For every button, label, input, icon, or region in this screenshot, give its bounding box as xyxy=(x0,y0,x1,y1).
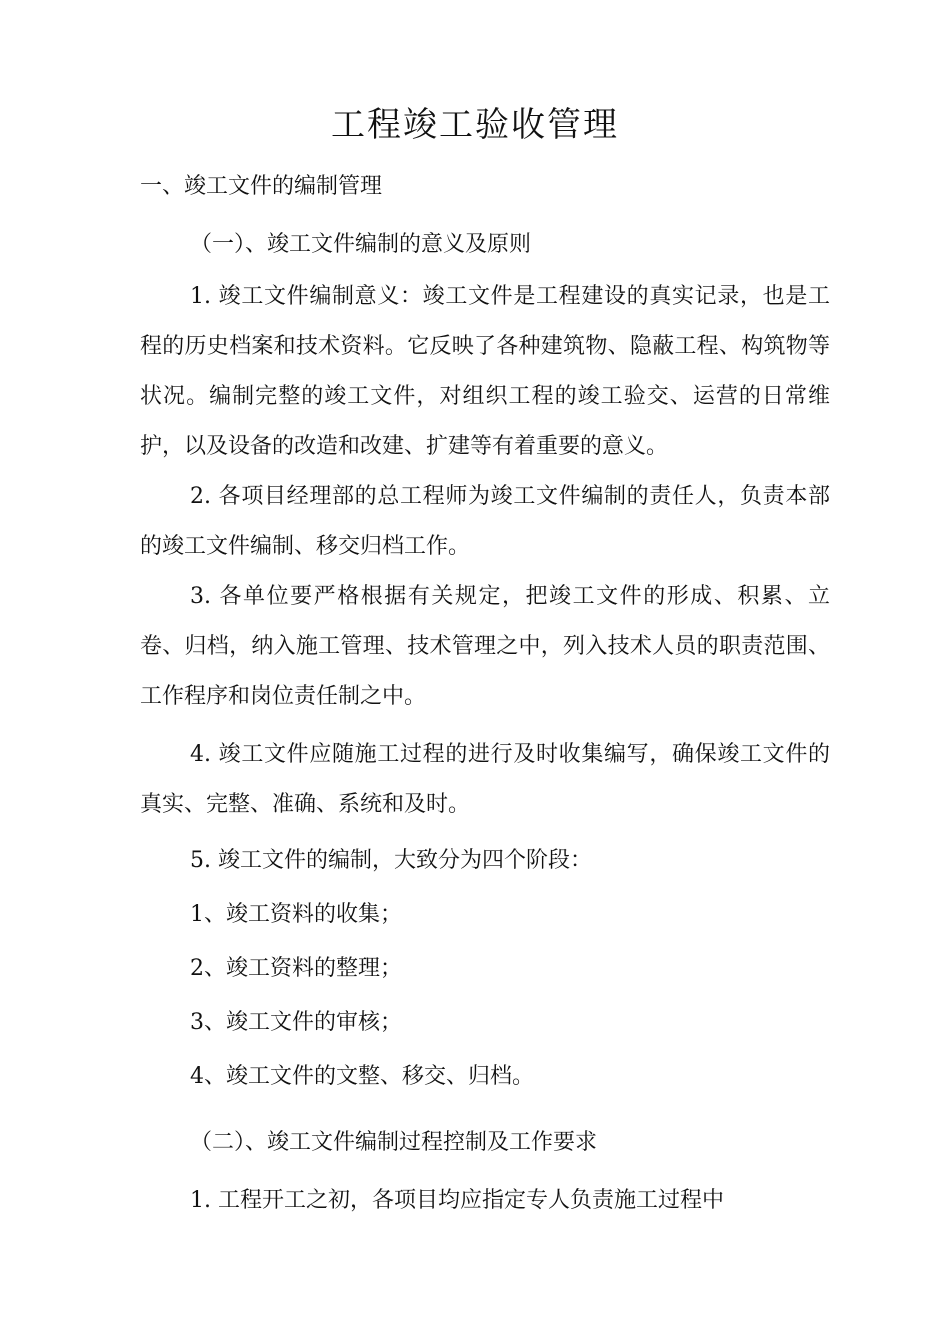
list-item: 4、竣工文件的文整、移交、归档。 xyxy=(190,1064,534,1089)
paragraph-item-5: 5. 竣工文件的编制，大致分为四个阶段： xyxy=(190,848,592,873)
list-item: 3、竣工文件的审核； xyxy=(190,1010,402,1035)
subsection-heading: （二）、竣工文件编制过程控制及工作要求 xyxy=(190,1130,598,1155)
paragraph-item-1: 1. 竣工文件编制意义：竣工文件是工程建设的真实记录，也是工程的历史档案和技术资料。它反映了各种建筑物、隐蔽工程、构筑物等状况。编制完整的竣工文件，对组织工程的竣工验交、运营的日常维护，以及设备的改造和改建、扩建等有着重要的意义。 xyxy=(140,284,830,459)
list-item: 2、竣工资料的整理； xyxy=(190,956,402,981)
list-item: 1、竣工资料的收集； xyxy=(190,902,402,927)
document-title: 工程竣工验收管理 xyxy=(331,105,619,145)
paragraph-item-4: 4. 竣工文件应随施工过程的进行及时收集编写，确保竣工文件的真实、完整、准确、系统和及时。 xyxy=(140,742,830,817)
paragraph-item-2: 2. 各项目经理部的总工程师为竣工文件编制的责任人，负责本部的竣工文件编制、移交归档工作。 xyxy=(140,484,830,559)
paragraph-item-2-1: 1. 工程开工之初，各项目均应指定专人负责施工过程中 xyxy=(190,1188,724,1213)
paragraph-item-3: 3. 各单位要严格根据有关规定，把竣工文件的形成、积累、立卷、归档，纳入施工管理、技术管理之中，列入技术人员的职责范围、工作程序和岗位责任制之中。 xyxy=(140,584,830,709)
subsection-heading: （一）、竣工文件编制的意义及原则 xyxy=(190,232,532,257)
section-heading: 一、竣工文件的编制管理 xyxy=(140,174,383,199)
